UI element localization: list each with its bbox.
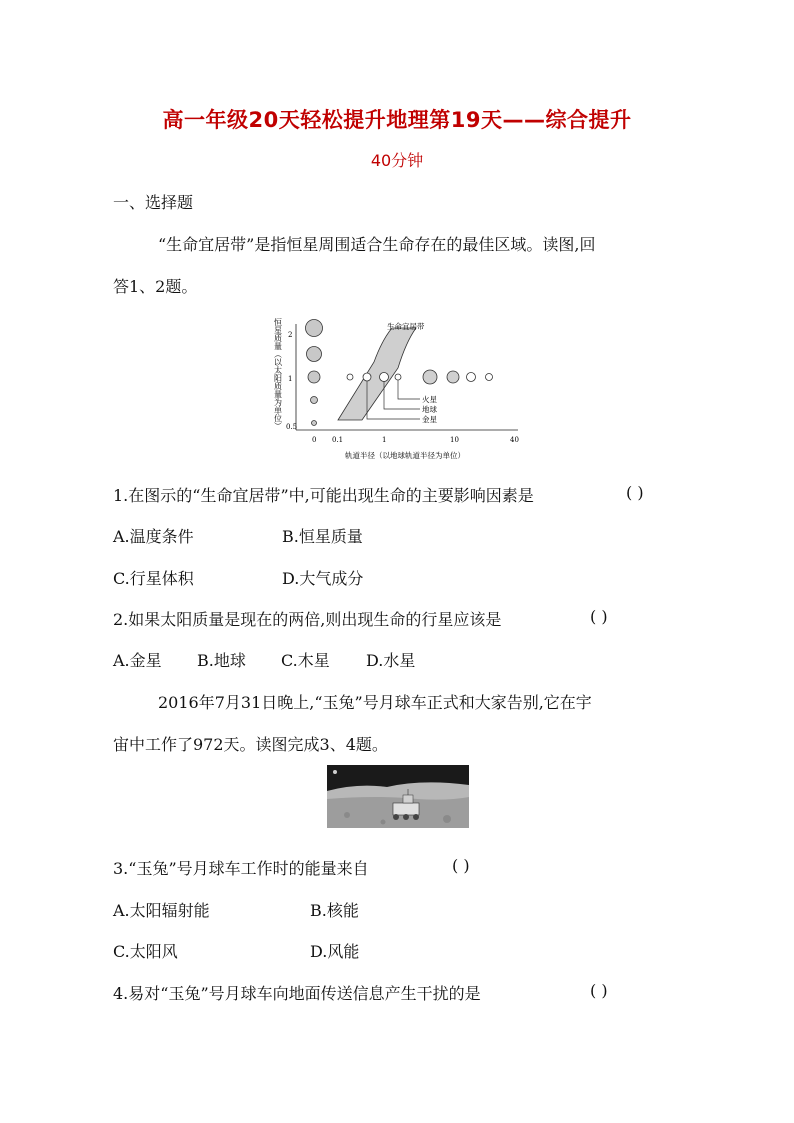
q1-answer-blank[interactable]: ( ) — [626, 483, 644, 502]
habitable-zone-chart — [270, 312, 530, 464]
y-tick-label: 1 — [288, 375, 293, 383]
q3-option-b[interactable]: B.核能 — [310, 901, 359, 920]
x-tick-label: 40 — [510, 436, 519, 444]
planet-circle — [363, 373, 371, 381]
q2-option-a[interactable]: A.金星 — [113, 651, 162, 670]
q3-option-d[interactable]: D.风能 — [310, 942, 360, 961]
star-circle — [306, 320, 323, 337]
q3-option-a[interactable]: A.太阳辐射能 — [113, 901, 210, 920]
planet-circle — [347, 374, 353, 380]
planet-circle — [395, 374, 401, 380]
q2-option-d[interactable]: D.水星 — [366, 651, 416, 670]
star-circle — [307, 347, 322, 362]
moon-rover-photo — [327, 765, 469, 828]
planet-circle — [447, 371, 459, 383]
planet-circle — [486, 374, 493, 381]
y-tick-label: 2 — [288, 331, 293, 339]
mars-label: 火星 — [422, 395, 437, 404]
x-tick-label: 1 — [382, 436, 387, 444]
intro2-line1: 2016年7月31日晚上,“玉兔”号月球车正式和大家告别,它在宇 — [158, 693, 592, 712]
star-circle — [308, 371, 320, 383]
q1-stem: 1.在图示的“生命宜居带”中,可能出现生命的主要影响因素是 — [113, 486, 534, 505]
q1-option-d[interactable]: D.大气成分 — [282, 569, 364, 588]
leader-line-mars — [398, 380, 420, 399]
intro1-line1: “生命宜居带”是指恒星周围适合生命存在的最佳区域。读图,回 — [158, 235, 596, 254]
q1-option-c[interactable]: C.行星体积 — [113, 569, 194, 588]
intro2-line2: 宙中工作了972天。读图完成3、4题。 — [113, 735, 388, 754]
page-title: 高一年级20天轻松提升地理第19天——综合提升 — [162, 108, 632, 132]
planet-circle — [423, 370, 437, 384]
venus-label: 金星 — [422, 415, 437, 424]
star-circle — [312, 421, 317, 426]
q2-answer-blank[interactable]: ( ) — [590, 607, 608, 626]
q4-answer-blank[interactable]: ( ) — [590, 981, 608, 1000]
q3-stem: 3.“玉兔”号月球车工作时的能量来自 — [113, 859, 369, 878]
q3-option-c[interactable]: C.太阳风 — [113, 942, 178, 961]
q2-option-b[interactable]: B.地球 — [197, 651, 246, 670]
y-tick-label: 0.5 — [286, 423, 298, 431]
earth-label: 地球 — [422, 405, 437, 414]
y-axis-label: 恒星质量（以太阳质量为单位） — [273, 318, 283, 430]
section-heading: 一、选择题 — [113, 193, 194, 212]
x-tick-label: 0 — [312, 436, 317, 444]
q3-answer-blank[interactable]: ( ) — [452, 856, 470, 875]
q1-option-a[interactable]: A.温度条件 — [113, 527, 194, 546]
q4-stem: 4.易对“玉兔”号月球车向地面传送信息产生干扰的是 — [113, 984, 481, 1003]
star-circle — [311, 397, 318, 404]
intro1-line2: 答1、2题。 — [113, 277, 198, 296]
q1-option-b[interactable]: B.恒星质量 — [282, 527, 363, 546]
x-tick-label: 0.1 — [332, 436, 344, 444]
x-tick-label: 10 — [450, 436, 459, 444]
band-label: 生命宜居带 — [387, 322, 425, 331]
planet-circle — [467, 373, 476, 382]
earth-in-sky — [333, 770, 337, 774]
q2-option-c[interactable]: C.木星 — [281, 651, 330, 670]
x-axis-label: 轨道半径（以地球轨道半径为单位） — [345, 451, 465, 460]
q2-stem: 2.如果太阳质量是现在的两倍,则出现生命的行星应该是 — [113, 610, 502, 629]
leader-line-earth — [384, 381, 420, 409]
planet-circle — [380, 373, 389, 382]
time-limit: 40分钟 — [370, 151, 424, 170]
